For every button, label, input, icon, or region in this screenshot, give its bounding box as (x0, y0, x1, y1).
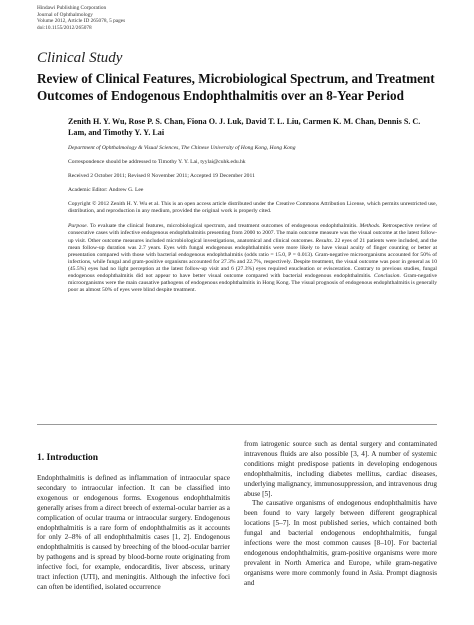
abstract-conclusion: Gram-negative microorganisms were the main causative pathogens of endogenous endophthalmitis in Hong Kong. The visual prognosis of endogenous endophthalmitis is generally poor as almost 50% of eyes were blind despite treatment. (68, 273, 437, 294)
affiliation: Department of Ophthalmology & Visual Sciences, The Chinese University of Hong Kong, Hong Kong (68, 145, 296, 152)
abstract-results: 22 eyes of 21 patients were included, and the mean follow-up duration was 2.7 years. Eyes with fungal endogenous endophthalmitis were more likely to have visual acuity of finger counting or better at presentation compared with those with bacterial endogenous endophthalmitis (odds ratio = 15.0, P = 0.013). Gram-negative microorganisms accounted for 50% of infections, while fungal and gram-positive organisms accounted for 27.3% and 22.7%, respectively. Despite treatment, the visual outcome was poor in general as 10 (45.5%) eyes had no light perception at the latest follow-up visit and 6 (27.3%) eyes required enucleation or evisceration. Contrary to previous studies, fungal endogenous endophthalmitis did not appear to have better visual outcome compared with bacterial endogenous endophthalmitis. (68, 237, 437, 280)
abstract (37, 223, 437, 294)
correspondence: Correspondence should be addressed to Timothy Y. Y. Lai, tyylai@cuhk.edu.hk (68, 159, 246, 166)
volume-info: Volume 2012, Article ID 265078, 5 pages (37, 18, 126, 25)
introduction-heading: 1. Introduction (37, 453, 99, 463)
received-dates: Received 2 October 2011; Revised 8 November 2011; Accepted 19 December 2011 (68, 173, 255, 180)
body-columns (37, 440, 437, 593)
paper-title: Review of Clinical Features, Microbiological Spectrum, and Treatment Outcomes of Endogenous Endophthalmitis over an 8-Year Period (37, 71, 435, 103)
right-column (244, 440, 437, 593)
article-type: Clinical Study (37, 50, 123, 67)
journal-name: Journal of Ophthalmology (37, 11, 93, 18)
abstract-methods-label: Methods. (359, 223, 381, 230)
section-divider (37, 424, 437, 425)
academic-editor: Academic Editor: Andrew G. Lee (68, 187, 144, 194)
intro-paragraph-1: Endophthalmitis is defined as inflammation of intraocular space secondary to intraocular infection. It can be classified into exogenous or endogenous forms. Exogenous endophthalmitis generally arises from a direct breech of external-ocular barrier as a complication of ocular trauma or intraocular surgery. Endogenous endophthalmitis is a rare form of endophthalmitis as it accounts for only 2–8% of all endophthalmitis cases [1, 2]. Endogenous endophthalmitis is caused by breeching of the blood-ocular barrier by pathogens and is spread by blood-borne route originating from infective foci, for example, endocarditis, liver abscess, urinary tract infection (UTI), and meningitis. Although the infective foci can often be identified, isolated occurrence (37, 474, 230, 591)
left-column (37, 440, 230, 593)
abstract-methods: Retrospective review of consecutive cases with infective endogenous endophthalmitis presenting from 2000 to 2007. The main outcome measure was the visual outcome at the latest follow-up visit. Other outcome measures included microbiological investigations, anatomical and clinical outcomes. (68, 223, 437, 244)
intro-paragraph-2: The causative organisms of endogenous endophthalmitis have been found to vary largely between different geographical locations [5–7]. In most published series, which contained both fungal and bacterial endogenous endophthalmitis, fungal infections were the most common causes [8–10]. For bacterial endogenous endophthalmitis, gram-positive organisms were more prevalent in North America and Europe, while gram-negative organisms were more commonly found in Asia. Prompt diagnosis and (244, 499, 437, 587)
paper-front-matter (37, 5, 437, 294)
copyright-notice: Copyright © 2012 Zenith H. Y. Wu et al. This is an open access article distributed under the Creative Commons Attribution License, which permits unrestricted use, distribution, and reproduction in any medium, provided the original work is properly cited. (68, 201, 437, 215)
abstract-purpose: To evaluate the clinical features, microbiological spectrum, and treatment outcomes of endogenous endophthalmitis. (88, 223, 360, 230)
abstract-conclusion-label: Conclusion. (374, 273, 401, 280)
intro-paragraph-continued: from iatrogenic source such as dental surgery and contaminated intravenous fluids are also possible [3, 4]. A number of systemic conditions might predispose patients in developing endogenous endophthalmitis, including diabetes mellitus, cardiac diseases, underlying malignancy, immunosuppression, and intravenous drug abuse [5]. (244, 440, 437, 498)
abstract-results-label: Results. (315, 237, 334, 244)
author-list: Zenith H. Y. Wu, Rose P. S. Chan, Fiona O. J. Luk, David T. L. Liu, Carmen K. M. Chan, Dennis S. C. Lam, and Timothy Y. Y. Lai (68, 117, 421, 138)
doi-link[interactable]: doi:10.1155/2012/265078 (37, 24, 92, 31)
journal-header (37, 5, 437, 31)
abstract-purpose-label: Purpose. (68, 223, 89, 230)
publisher-line: Hindawi Publishing Corporation (37, 5, 107, 11)
